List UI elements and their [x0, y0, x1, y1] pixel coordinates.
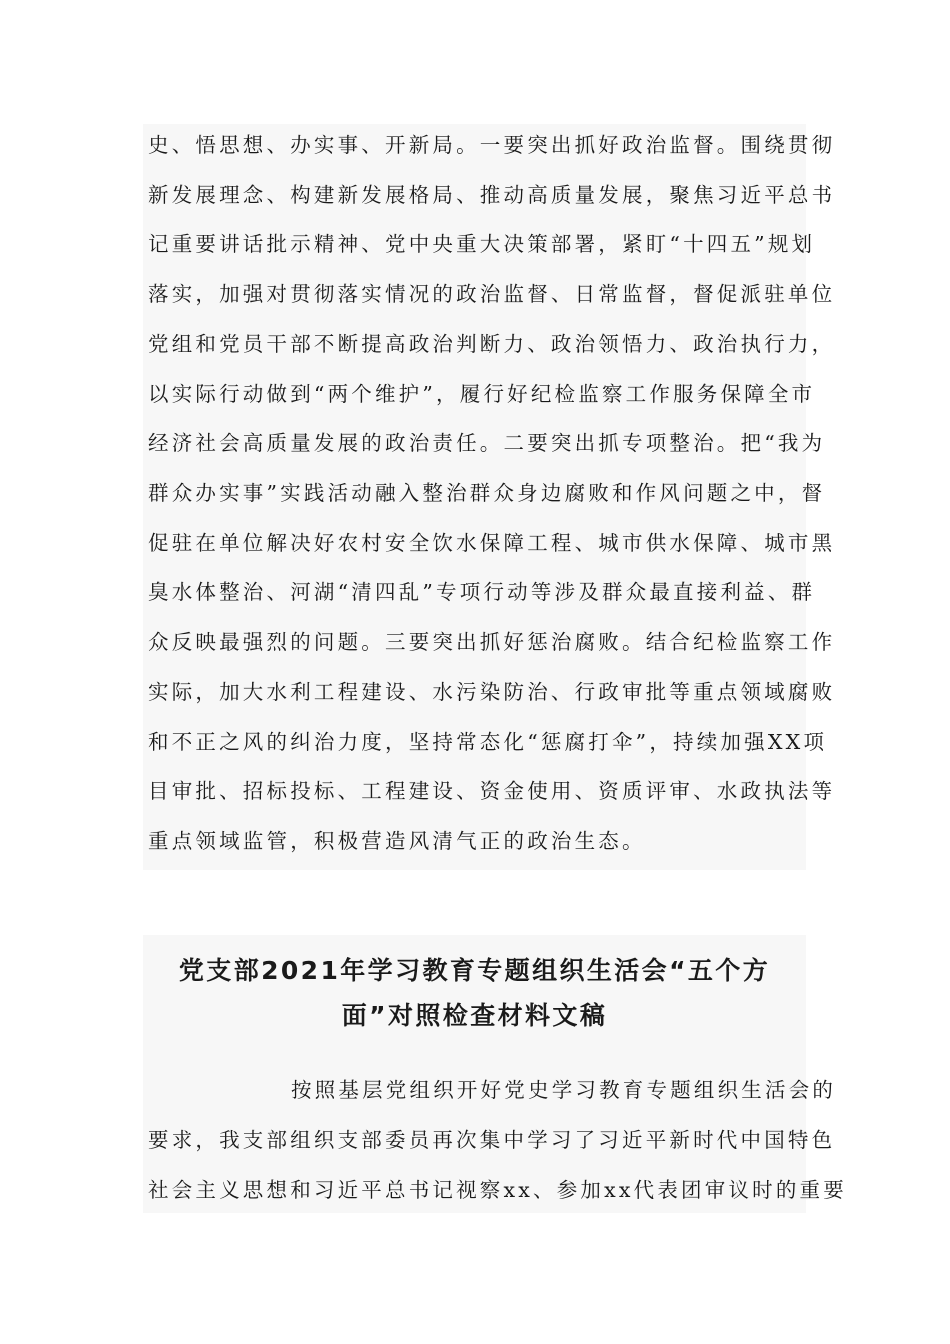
paragraph-line: 社会主义思想和习近平总书记视察xx、参加xx代表团审议时的重要: [148, 1178, 847, 1202]
new-section: [143, 935, 847, 1213]
section-title-line: 党支部2021年学习教育专题组织生活会“五个方: [178, 956, 771, 985]
paragraph-line: 促驻在单位解决好农村安全饮水保障工程、城市供水保障、城市黑: [148, 531, 836, 555]
paragraph-line: 新发展理念、构建新发展格局、推动高质量发展，聚焦习近平总书: [148, 183, 836, 207]
paragraph-line: 经济社会高质量发展的政治责任。二要突出抓专项整治。把“我为: [148, 431, 826, 455]
paragraph-line: 重点领域监管，积极营造风清气正的政治生态。: [148, 829, 646, 853]
paragraph-line: 落实，加强对贯彻落实情况的政治监督、日常监督，督促派驻单位: [148, 282, 836, 306]
section-title-line: 面”对照检查材料文稿: [341, 1001, 608, 1030]
paragraph-line: 实际，加大水利工程建设、水污染防治、行政审批等重点领域腐败: [148, 680, 836, 704]
paragraph-line: 要求，我支部组织支部委员再次集中学习了习近平新时代中国特色: [148, 1128, 836, 1152]
paragraph-line: 以实际行动做到“两个维护”，履行好纪检监察工作服务保障全市: [148, 382, 816, 406]
paragraph-line: 和不正之风的纠治力度，坚持常态化“惩腐打伞”，持续加强XX项: [148, 730, 828, 754]
paragraph-line: 臭水体整治、河湖“清四乱”专项行动等涉及群众最直接利益、群: [148, 580, 816, 604]
paragraph-line: 按照基层党组织开好党史学习教育专题组织生活会的: [291, 1078, 837, 1102]
paragraph-line: 群众办实事”实践活动融入整治群众身边腐败和作风问题之中，督: [148, 481, 826, 505]
previous-section-text: [143, 124, 836, 870]
paragraph-line: 党组和党员干部不断提高政治判断力、政治领悟力、政治执行力，: [148, 332, 836, 356]
paragraph-line: 众反映最强烈的问题。三要突出抓好惩治腐败。结合纪检监察工作: [148, 630, 836, 654]
paragraph-line: 目审批、招标投标、工程建设、资金使用、资质评审、水政执法等: [148, 779, 836, 803]
paragraph-line: 记重要讲话批示精神、党中央重大决策部署，紧盯“十四五”规划: [148, 232, 816, 256]
paragraph-line: 史、悟思想、办实事、开新局。一要突出抓好政治监督。围绕贯彻: [148, 133, 836, 157]
